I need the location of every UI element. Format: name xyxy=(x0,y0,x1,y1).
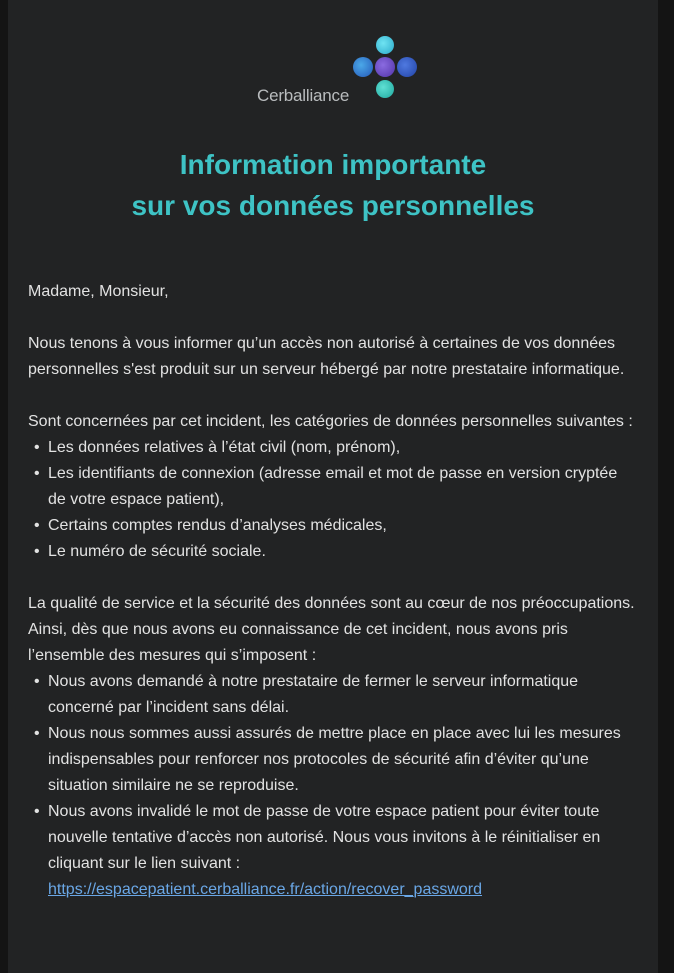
bullet-icon: • xyxy=(34,803,40,820)
list-item-text: Nous avons invalidé le mot de passe de votre espace patient pour éviter toute nouvelle tentative d’accès non autorisé. Nous vous invitons à le réinitialiser en cliquant sur le lien suivant : xyxy=(48,803,601,872)
intro-paragraph: Nous tenons à vous informer qu’un accès non autorisé à certaines de vos données personnelles s'est produit sur un serveur hébergé par notre prestataire informatique. xyxy=(28,335,625,378)
categories-list xyxy=(28,435,638,565)
categories-intro: Sont concernées par cet incident, les catégories de données personnelles suivantes : xyxy=(28,413,633,430)
list-item-text: Les identifiants de connexion (adresse email et mot de passe en version cryptée de votre espace patient), xyxy=(48,465,618,508)
list-item xyxy=(34,799,638,903)
list-item-text: Nous nous sommes aussi assurés de mettre place en place avec lui les mesures indispensables pour renforcer nos protocoles de sécurité afin d’éviter qu’une situation similaire ne se reproduise. xyxy=(48,725,621,794)
list-item xyxy=(34,435,638,461)
page-title xyxy=(8,144,658,226)
email-body xyxy=(8,0,658,973)
title-line-2: sur vos données personnelles xyxy=(131,190,535,221)
list-item-text: Les données relatives à l’état civil (nom, prénom), xyxy=(48,439,401,456)
logo-dot-top-icon xyxy=(376,36,394,54)
bullet-icon: • xyxy=(34,439,40,456)
bullet-icon: • xyxy=(34,725,40,742)
bullet-icon: • xyxy=(34,517,40,534)
logo-dot-bottom-icon xyxy=(376,80,394,98)
measures-list xyxy=(28,669,638,903)
bullet-icon: • xyxy=(34,465,40,482)
list-item-text: Nous avons demandé à notre prestataire de fermer le serveur informatique concerné par l’incident sans délai. xyxy=(48,673,579,716)
list-item-text: Certains comptes rendus d’analyses médicales, xyxy=(48,517,387,534)
list-item xyxy=(34,539,638,565)
list-item xyxy=(34,721,638,799)
list-item xyxy=(34,461,638,513)
logo-dot-right-icon xyxy=(397,57,417,77)
cerballiance-logo xyxy=(256,32,416,108)
logo-dot-left-icon xyxy=(353,57,373,77)
list-item xyxy=(34,513,638,539)
greeting: Madame, Monsieur, xyxy=(28,283,169,300)
title-line-1: Information importante xyxy=(179,149,487,180)
logo-wordmark: Cerballiance xyxy=(257,86,350,105)
logo-dot-center-icon xyxy=(375,57,395,77)
message-content xyxy=(28,279,638,903)
measures-intro: La qualité de service et la sécurité des données sont au cœur de nos préoccupations. Ainsi, dès que nous avons eu connaissance de cet incident, nous avons pris l’ensemble des mesures qui s’imposent : xyxy=(28,595,635,664)
bullet-icon: • xyxy=(34,673,40,690)
list-item-text: Le numéro de sécurité sociale. xyxy=(48,543,266,560)
recover-password-link[interactable]: https://espacepatient.cerballiance.fr/action/recover_password xyxy=(48,881,483,898)
bullet-icon: • xyxy=(34,543,40,560)
list-item xyxy=(34,669,638,721)
